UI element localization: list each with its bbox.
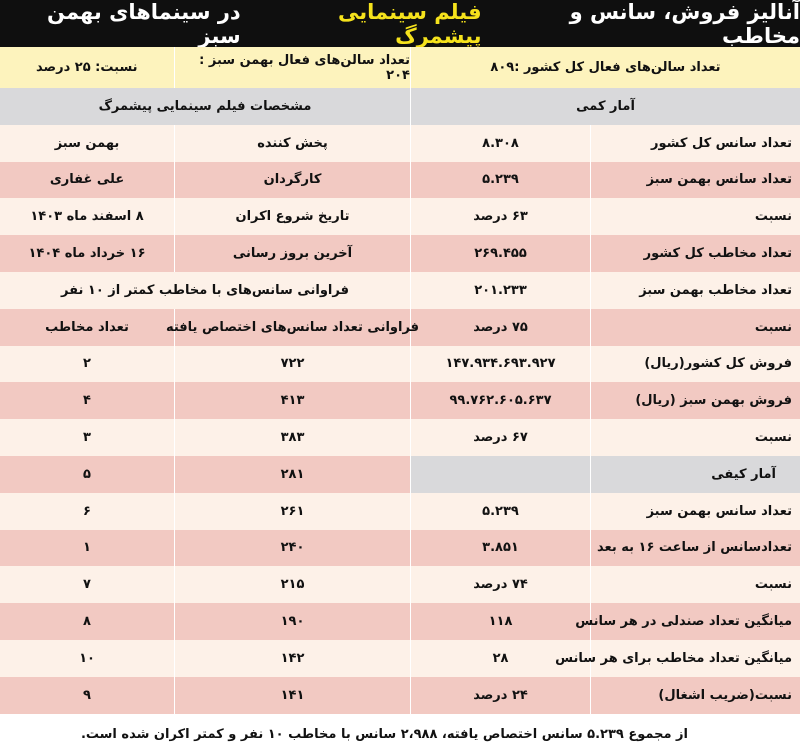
spec-value: علی غفاری	[49, 172, 125, 188]
quant-value: ۶۷ درصد	[410, 419, 590, 456]
qual-label: میانگین تعداد مخاطب برای هر سانس	[590, 640, 800, 677]
spec-label: آخرین بروز رسانی	[174, 235, 410, 272]
footer-note: از مجموع ۵.۲۳۹ سانس اختصاص یافته، ۲،۹۸۸ سانس با مخاطب ۱۰ نفر و کمتر اکران شده است.	[80, 727, 688, 742]
spec-value: بهمن سبز	[54, 135, 120, 151]
frequency-audience: ۲	[83, 356, 91, 372]
frequency-sessions: ۳۸۳	[174, 419, 410, 456]
frequency-audience: ۹	[83, 687, 91, 703]
qual-label: نسبت(ضریب اشغال)	[590, 677, 800, 714]
frequency-audience: ۸	[83, 614, 91, 630]
quant-value: ۸.۳۰۸	[410, 125, 590, 162]
frequency-audience: ۷	[83, 577, 91, 593]
table-row	[0, 125, 800, 162]
spec-value: ۱۶ خرداد ماه ۱۴۰۴	[28, 246, 146, 262]
table-row	[0, 346, 800, 383]
section-qualitative: آمار کیفی	[590, 456, 800, 493]
frequency-title: فراوانی سانس‌های با مخاطب کمتر از ۱۰ نفر	[61, 282, 349, 298]
section-film-specs: مشخصات فیلم سینمایی پیشمرگ	[0, 88, 410, 125]
frequency-header-sessions: فراوانی تعداد سانس‌های اختصاص یافته	[174, 309, 410, 346]
table-row	[0, 382, 800, 419]
table-row	[0, 309, 800, 346]
quant-label: فروش بهمن سبز (ریال)	[590, 382, 800, 419]
quant-value: ۵.۲۳۹	[410, 162, 590, 199]
title-before: آنالیز فروش، سانس و مخاطب	[569, 0, 800, 48]
table-row	[0, 566, 800, 603]
quant-label: نسبت	[590, 419, 800, 456]
frequency-header-audience: تعداد مخاطب	[45, 319, 129, 335]
quant-value: ۱۴۷.۹۳۴.۶۹۳.۹۲۷	[410, 346, 590, 383]
table-row	[0, 640, 800, 677]
table-row	[0, 677, 800, 714]
spec-label: پخش کننده	[174, 125, 410, 162]
bahman-halls: تعداد سالن‌های فعال بهمن سبز : ۲۰۴	[174, 47, 410, 88]
summary-header	[0, 47, 800, 88]
table-row	[0, 88, 800, 125]
table-row	[0, 530, 800, 567]
quant-value: ۲۶۹.۴۵۵	[410, 235, 590, 272]
spec-label: کارگردان	[174, 162, 410, 199]
qual-label: میانگین تعداد صندلی در هر سانس	[590, 603, 800, 640]
title-after: در سینماهای بهمن سبز	[47, 0, 241, 48]
quant-value: ۷۵ درصد	[410, 309, 590, 346]
qual-value: ۲۸	[410, 640, 590, 677]
quant-value: ۶۳ درصد	[410, 198, 590, 235]
frequency-audience: ۶	[83, 503, 91, 519]
frequency-sessions: ۲۸۱	[174, 456, 410, 493]
table-row	[0, 162, 800, 199]
quant-label: تعداد مخاطب کل کشور	[590, 235, 800, 272]
spec-label: تاریخ شروع اکران	[174, 198, 410, 235]
qual-label: تعدادسانس از ساعت ۱۶ به بعد	[590, 530, 800, 567]
frequency-sessions: ۱۴۱	[174, 677, 410, 714]
table-row	[0, 272, 800, 309]
frequency-sessions: ۲۴۰	[174, 530, 410, 567]
qual-label: نسبت	[590, 566, 800, 603]
country-halls: تعداد سالن‌های فعال کل کشور :۸۰۹	[410, 47, 800, 88]
qual-label: تعداد سانس بهمن سبز	[590, 493, 800, 530]
spec-value: ۸ اسفند ماه ۱۴۰۳	[30, 209, 144, 225]
frequency-audience: ۳	[83, 430, 91, 446]
frequency-audience: ۴	[83, 393, 91, 409]
table-row	[0, 603, 800, 640]
table-row	[0, 235, 800, 272]
frequency-sessions: ۱۴۲	[174, 640, 410, 677]
quant-value: ۹۹.۷۶۲.۶۰۵.۶۳۷	[410, 382, 590, 419]
qual-value: ۷۴ درصد	[410, 566, 590, 603]
qual-value: ۳.۸۵۱	[410, 530, 590, 567]
halls-ratio: نسبت: ۲۵ درصد	[36, 60, 138, 75]
frequency-sessions: ۲۱۵	[174, 566, 410, 603]
quant-label: فروش کل کشور(ریال)	[590, 346, 800, 383]
quant-label: تعداد مخاطب بهمن سبز	[590, 272, 800, 309]
frequency-sessions: ۱۹۰	[174, 603, 410, 640]
table-row	[0, 198, 800, 235]
title-highlight: فیلم سینمایی پیشمرگ	[338, 0, 482, 48]
page-title	[0, 0, 800, 47]
quant-label: تعداد سانس کل کشور	[590, 125, 800, 162]
qual-value: ۱۱۸	[410, 603, 590, 640]
data-table	[0, 88, 800, 714]
table-row	[0, 493, 800, 530]
frequency-audience: ۱۰	[79, 650, 95, 666]
quant-label: نسبت	[590, 309, 800, 346]
frequency-sessions: ۷۲۲	[174, 346, 410, 383]
qual-value: ۲۴ درصد	[410, 677, 590, 714]
table-row	[0, 456, 800, 493]
qual-value: ۵.۲۳۹	[410, 493, 590, 530]
frequency-sessions: ۲۶۱	[174, 493, 410, 530]
frequency-audience: ۵	[83, 466, 91, 482]
section-qualitative-fill	[410, 456, 590, 493]
frequency-sessions: ۴۱۳	[174, 382, 410, 419]
table-row	[0, 419, 800, 456]
quant-label: تعداد سانس بهمن سبز	[590, 162, 800, 199]
frequency-audience: ۱	[83, 540, 91, 556]
section-quantitative: آمار کمی	[410, 88, 800, 125]
quant-label: نسبت	[590, 198, 800, 235]
quant-value: ۲۰۱.۲۳۳	[410, 272, 590, 309]
